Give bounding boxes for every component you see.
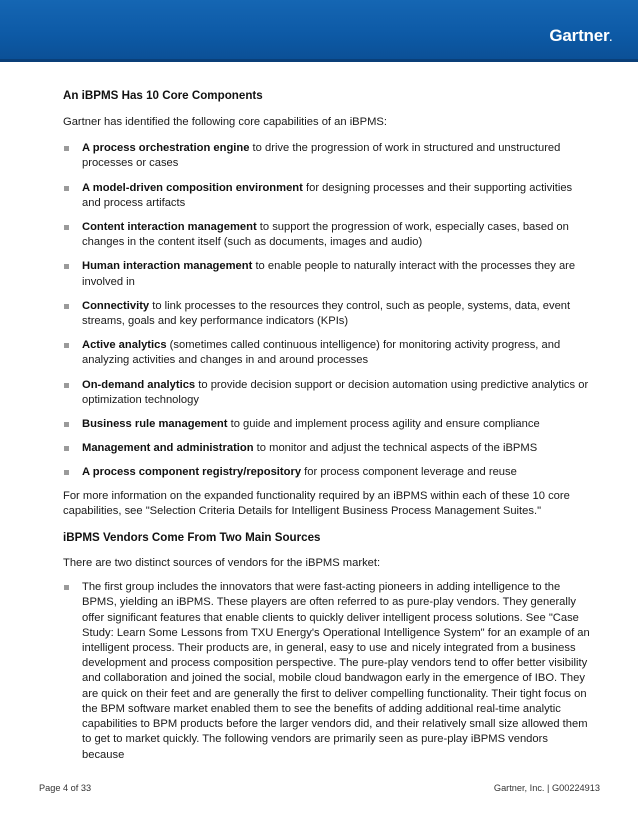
bullet-square-icon xyxy=(64,470,69,475)
bullet-square-icon xyxy=(64,264,69,269)
list-item-bold: A process component registry/repository xyxy=(82,466,302,479)
bullet-square-icon xyxy=(64,186,69,191)
bullet-square-icon xyxy=(64,225,69,230)
list-item xyxy=(63,220,593,250)
gartner-logo xyxy=(549,26,612,46)
list-item-text: to monitor and adjust the technical aspects of the iBPMS xyxy=(253,442,538,455)
document-body xyxy=(63,88,593,772)
list-item-text: to enable people to naturally interact with the processes they are involved in xyxy=(82,260,576,288)
list-item-bold: Business rule management xyxy=(82,418,228,431)
list-item-bold: Content interaction management xyxy=(82,221,257,234)
list-item-text: The first group includes the innovators that were fast-acting pioneers in adding intelligence to the BPMS, yielding an iBPMS. These players are often referred to as pure-play vendors. They generally offer significant features that enable clients to quickly deliver intelligent process solutions. See "Case Study: Learn Some Lessons from TXU Energy's Operational Intelligence System" for an example of an intelligent process. Their products are, in general, easy to use and nicely integrated from a business development and process composition perspective. The pure-play vendors tend to offer better visibility and collaboration and joined the social, mobile cloud bandwagon early in the emergence of IBO. They are quick on their feet and are generally the first to deliver compelling functionality. Their tight focus on the BPM software market enabled them to see the benefits of adding additional real-time analytic capabilities to BPM products before the larger vendors did, and their relatively small size allowed them to get to market quickly. The following vendors are primarily seen as pure-play iBPMS vendors because xyxy=(82,581,590,761)
bullet-square-icon xyxy=(64,446,69,451)
list-item-bold: Active analytics xyxy=(82,339,167,352)
list-item-text: to provide decision support or decision automation using predictive analytics or optimization technology xyxy=(82,378,589,406)
list-item xyxy=(63,259,593,289)
list-item-bold: Connectivity xyxy=(82,299,150,312)
list-item-text: for process component leverage and reuse xyxy=(301,466,517,479)
page-number: Page 4 of 33 xyxy=(39,783,92,793)
list-item xyxy=(63,141,593,171)
list-item xyxy=(63,378,593,408)
list-item xyxy=(63,465,593,480)
list-item-text: for designing processes and their supporting activities and process artifacts xyxy=(82,181,573,209)
list-item xyxy=(63,299,593,329)
vendor-sources-intro: There are two distinct sources of vendors for the iBPMS market: xyxy=(63,557,381,570)
list-item-text: to support the progression of work, especially cases, based on changes in the content itself (such as documents, images and audio) xyxy=(82,221,569,249)
list-item-text: (sometimes called continuous intelligence) for monitoring activity progress, and analyzing activities and changes in and around processes xyxy=(82,339,561,367)
list-item xyxy=(63,417,593,432)
list-item xyxy=(63,181,593,211)
more-information-paragraph: For more information on the expanded functionality required by an iBPMS within each of these 10 core capabilities, see "Selection Criteria Details for Intelligent Business Process Management Suites." xyxy=(63,489,570,517)
bullet-square-icon xyxy=(64,146,69,151)
bullet-square-icon xyxy=(64,343,69,348)
document-id: Gartner, Inc. | G00224913 xyxy=(493,783,600,793)
list-item-bold: Human interaction management xyxy=(82,260,253,273)
list-item-text: to guide and implement process agility and ensure compliance xyxy=(227,418,540,431)
vendor-sources-list xyxy=(63,580,593,762)
list-item-bold: A model-driven composition environment xyxy=(82,181,303,194)
core-components-intro: Gartner has identified the following core capabilities of an iBPMS: xyxy=(63,116,387,128)
logo-text: Gartner xyxy=(549,26,610,45)
bullet-square-icon xyxy=(64,422,69,427)
header-bar xyxy=(0,0,638,62)
bullet-square-icon xyxy=(64,585,69,590)
core-components-list xyxy=(63,141,593,480)
list-item-bold: On-demand analytics xyxy=(82,378,196,391)
list-item-text: to link processes to the resources they control, such as people, systems, data, event streams, goals and key performance indicators (KPIs) xyxy=(82,299,571,328)
list-item-bold: Management and administration xyxy=(82,442,254,455)
list-item-text: to drive the progression of work in structured and unstructured processes or cases xyxy=(82,142,561,170)
bullet-square-icon xyxy=(64,304,69,309)
section-heading-vendor-sources: iBPMS Vendors Come From Two Main Sources xyxy=(63,531,321,545)
bullet-square-icon xyxy=(64,383,69,388)
list-item-bold: A process orchestration engine xyxy=(82,142,250,155)
section-heading-core-components: An iBPMS Has 10 Core Components xyxy=(63,89,263,102)
list-item xyxy=(63,441,593,456)
list-item xyxy=(63,580,593,762)
list-item xyxy=(63,338,593,368)
logo-dot: . xyxy=(609,33,612,44)
